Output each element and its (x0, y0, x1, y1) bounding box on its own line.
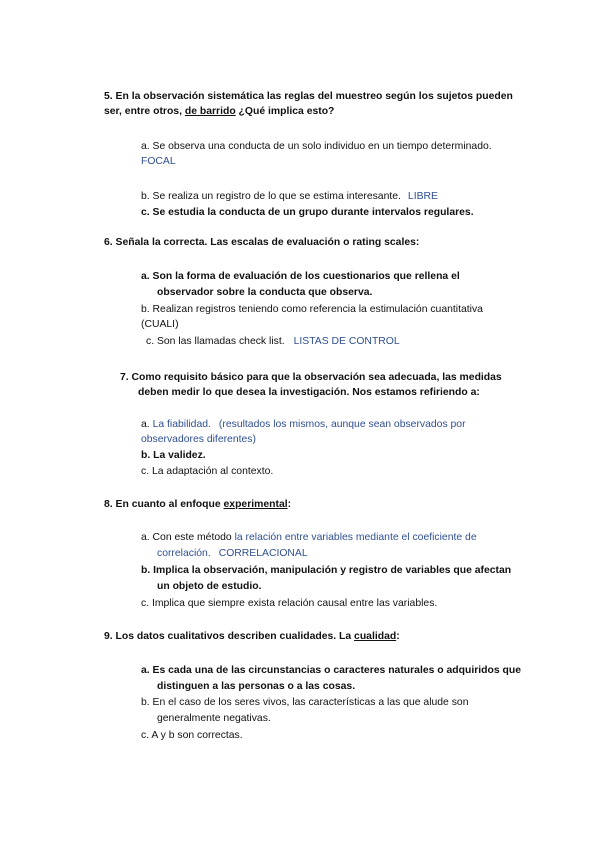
q6-option-a-line-2: observador sobre la conducta que observa. (157, 287, 373, 298)
q9-line1-post: : (396, 631, 400, 642)
q5-option-b-text: b. Se realiza un registro de lo que se estima interesante. (141, 191, 401, 202)
q7-question-line-2: deben medir lo que desea la investigación. Nos estamos refiriendo a: (138, 387, 480, 398)
q9-question (104, 630, 400, 644)
q5-underlined-term: de barrido (184, 106, 236, 117)
q5-option-a: a. Se observa una conducta de un solo individuo en un tiempo determinado. (141, 141, 492, 152)
q8-option-a-blue-2: correlación. (157, 548, 211, 559)
q8-question (104, 498, 291, 512)
q6-option-c (146, 335, 400, 349)
q9-line1-pre: 9. Los datos cualitativos describen cualidades. La (104, 631, 355, 642)
q5-option-b-note: LIBRE (407, 191, 438, 202)
q7-option-a-note-1: (resultados los mismos, aunque sean observados por (218, 419, 466, 430)
q8-line1-post: : (287, 499, 292, 510)
q8-option-a-line-2 (157, 547, 308, 561)
q8-option-a-pre: a. Con este método (141, 532, 232, 543)
q5-line2-pre: ser, entre otros, (104, 106, 185, 117)
q7-question-line-1: 7. Como requisito básico para que la observación sea adecuada, las medidas (120, 372, 502, 383)
q5-option-c: c. Se estudia la conducta de un grupo durante intervalos regulares. (141, 207, 474, 218)
q8-underlined-term: experimental (223, 499, 288, 510)
q6-option-b-line-2: (CUALI) (141, 319, 179, 330)
q6-option-c-text: c. Son las llamadas check list. (146, 336, 285, 347)
q5-option-a-note: FOCAL (141, 156, 176, 167)
q8-option-a-blue-1: la relación entre variables mediante el coeficiente de (234, 532, 477, 543)
q7-option-a (141, 418, 466, 432)
q7-option-c: c. La adaptación al contexto. (141, 466, 274, 477)
q5-question-line-1: 5. En la observación sistemática las reglas del muestreo según los sujetos pueden (104, 91, 513, 102)
q8-option-a-note: CORRELACIONAL (218, 548, 308, 559)
q5-option-b (141, 190, 438, 204)
q5-line2-post: ¿Qué implica esto? (235, 106, 335, 117)
q9-option-a-line-1: a. Es cada una de las circunstancias o caracteres naturales o adquiridos que (141, 665, 521, 676)
q9-option-c: c. A y b son correctas. (141, 730, 243, 741)
q6-option-a-line-1: a. Son la forma de evaluación de los cuestionarios que rellena el (141, 271, 460, 282)
q7-option-a-text: La fiabilidad. (152, 419, 211, 430)
q6-option-c-note: LISTAS DE CONTROL (293, 336, 400, 347)
q9-option-a-line-2: distinguen a las personas o a las cosas. (157, 681, 356, 692)
q6-question: 6. Señala la correcta. Las escalas de evaluación o rating scales: (104, 237, 420, 248)
q7-option-b: b. La validez. (141, 450, 206, 461)
q8-option-a-line-1 (141, 531, 477, 545)
q9-underlined-term: cualidad (354, 631, 397, 642)
q6-option-b-line-1: b. Realizan registros teniendo como referencia la estimulación cuantitativa (141, 304, 483, 315)
q5-question-line-2 (104, 105, 334, 119)
q8-option-c: c. Implica que siempre exista relación causal entre las variables. (141, 598, 438, 609)
q8-line1-pre: 8. En cuanto al enfoque (104, 499, 224, 510)
q7-option-a-note-2: observadores diferentes) (141, 434, 256, 445)
q7-option-a-label: a. (141, 419, 150, 430)
q8-option-b-line-2: un objeto de estudio. (157, 581, 262, 592)
q9-option-b-line-1: b. En el caso de los seres vivos, las características a las que alude son (141, 697, 469, 708)
q9-option-b-line-2: generalmente negativas. (157, 713, 271, 724)
q8-option-b-line-1: b. Implica la observación, manipulación y registro de variables que afectan (141, 565, 512, 576)
